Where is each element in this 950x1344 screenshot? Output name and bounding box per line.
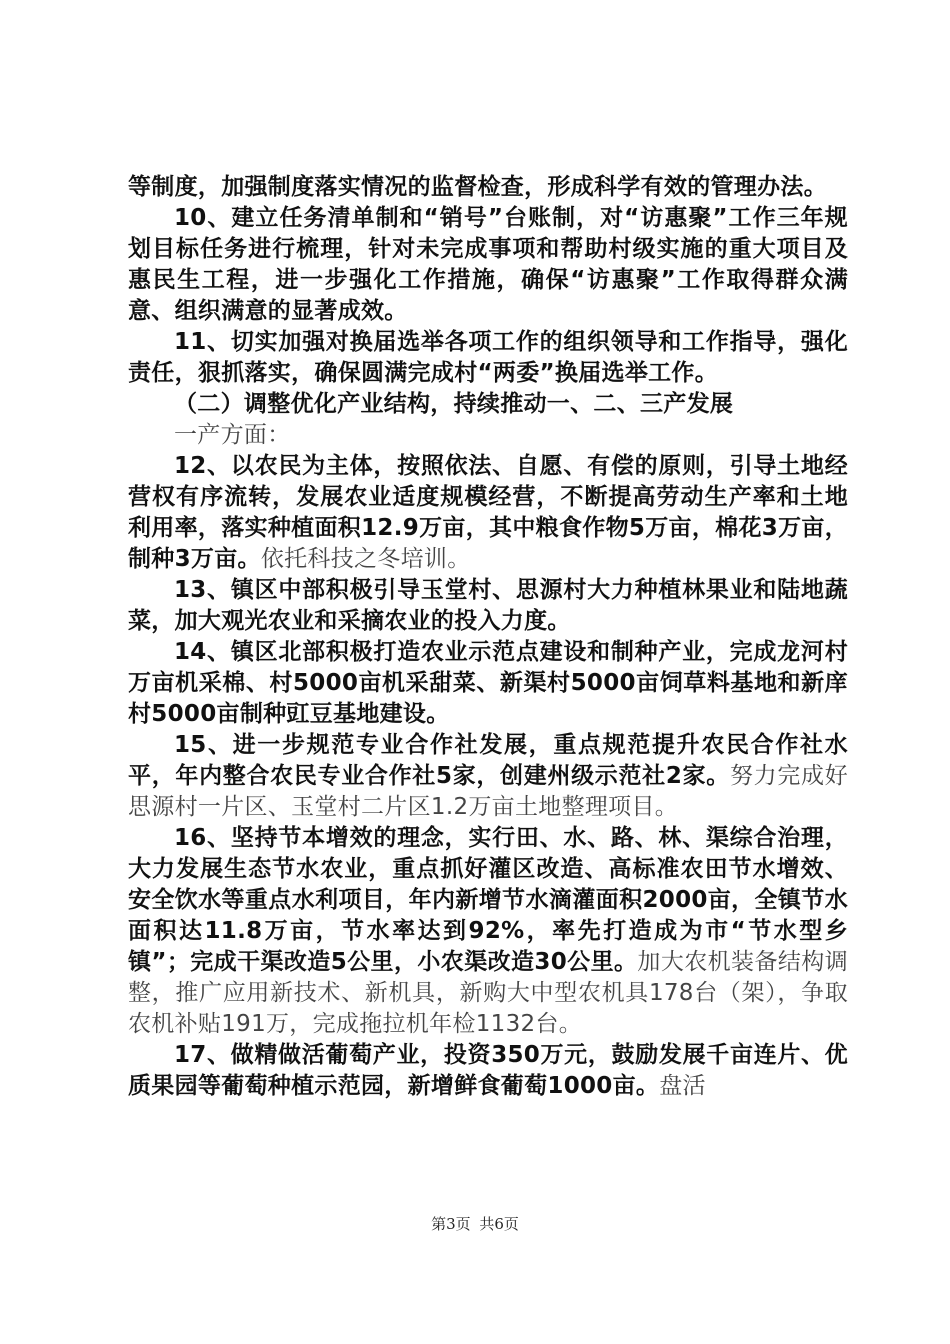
paragraph-text: 14、镇区北部积极打造农业示范点建设和制种产业，完成龙河村万亩机采棉、村5000亩机采甜菜、新渠村5000亩饲草料基地和新庠村5000亩制种豇豆基地建设。: [128, 639, 848, 727]
paragraph-text: 10、建立任务清单制和“销号”台账制，对“访惠聚”工作三年规划目标任务进行梳理，针对未完成事项和帮助村级实施的重大项目及惠民生工程，进一步强化工作措施，确保“访惠聚”工作取得群众满意、组织满意的显著成效。: [128, 205, 848, 324]
paragraph-text: （二）调整优化产业结构，持续推动一、二、三产发展: [174, 391, 734, 417]
paragraph-text: 16、坚持节本增效的理念，实行田、水、路、林、渠综合治理，大力发展生态节水农业，重点抓好灌区改造、高标准农田节水增效、安全饮水等重点水利项目，年内新增节水滴灌面积2000亩，全镇节水面积达11.8万亩，节水率达到92%，率先打造成为市“节水型乡镇”；完成干渠改造5公里，小农渠改造30公里。: [128, 825, 848, 975]
paragraph-p14: [128, 637, 848, 730]
document-body: [128, 172, 848, 1102]
paragraph-p_cont: [128, 172, 848, 203]
paragraph-text: 17、做精做活葡萄产业，投资350万元，鼓励发展千亩连片、优质果园等葡萄种植示范园，新增鲜食葡萄1000亩。: [128, 1042, 848, 1099]
paragraph-text: 13、镇区中部积极引导玉堂村、思源村大力种植林果业和陆地蔬菜，加大观光农业和采摘农业的投入力度。: [128, 577, 848, 634]
paragraph-p11: [128, 327, 848, 389]
paragraph-text: 加大农机装备结构调整，推广应用新技术、新机具，新购大中型农机具178台（架），争取农机补贴191万，完成拖拉机年检1132台。: [128, 949, 849, 1037]
page-number: 第3页: [431, 1215, 471, 1233]
paragraph-text: 11、切实加强对换届选举各项工作的组织领导和工作指导，强化责任，狠抓落实，确保圆满完成村“两委”换届选举工作。: [128, 329, 848, 386]
paragraph-text: 努力完成好思源村一片区、玉堂村二片区1.2万亩土地整理项目。: [128, 763, 848, 820]
paragraph-p15: [128, 730, 848, 823]
paragraph-p16: [128, 823, 848, 1040]
paragraph-text: 一产方面：: [174, 422, 291, 448]
paragraph-text: 依托科技之冬培训。: [260, 546, 471, 572]
paragraph-text: 等制度，加强制度落实情况的监督检查，形成科学有效的管理办法。: [128, 174, 827, 200]
paragraph-p12: [128, 451, 848, 575]
paragraph-h2: [128, 389, 848, 420]
paragraph-sub1: [128, 420, 848, 451]
paragraph-text: 15、进一步规范专业合作社发展，重点规范提升农民合作社水平，年内整合农民专业合作社5家，创建州级示范社2家。: [128, 732, 848, 789]
paragraph-p13: [128, 575, 848, 637]
page-total: 共6页: [479, 1215, 519, 1233]
paragraph-text: 12、以农民为主体，按照依法、自愿、有偿的原则，引导土地经营权有序流转，发展农业适度规模经营，不断提高劳动生产率和土地利用率，落实种植面积12.9万亩，其中粮食作物5万亩，棉花3万亩，制种3万亩。: [128, 453, 848, 572]
page-footer: [0, 1213, 950, 1234]
paragraph-text: 盘活: [659, 1073, 706, 1099]
paragraph-p17: [128, 1040, 848, 1102]
paragraph-p10: [128, 203, 848, 327]
